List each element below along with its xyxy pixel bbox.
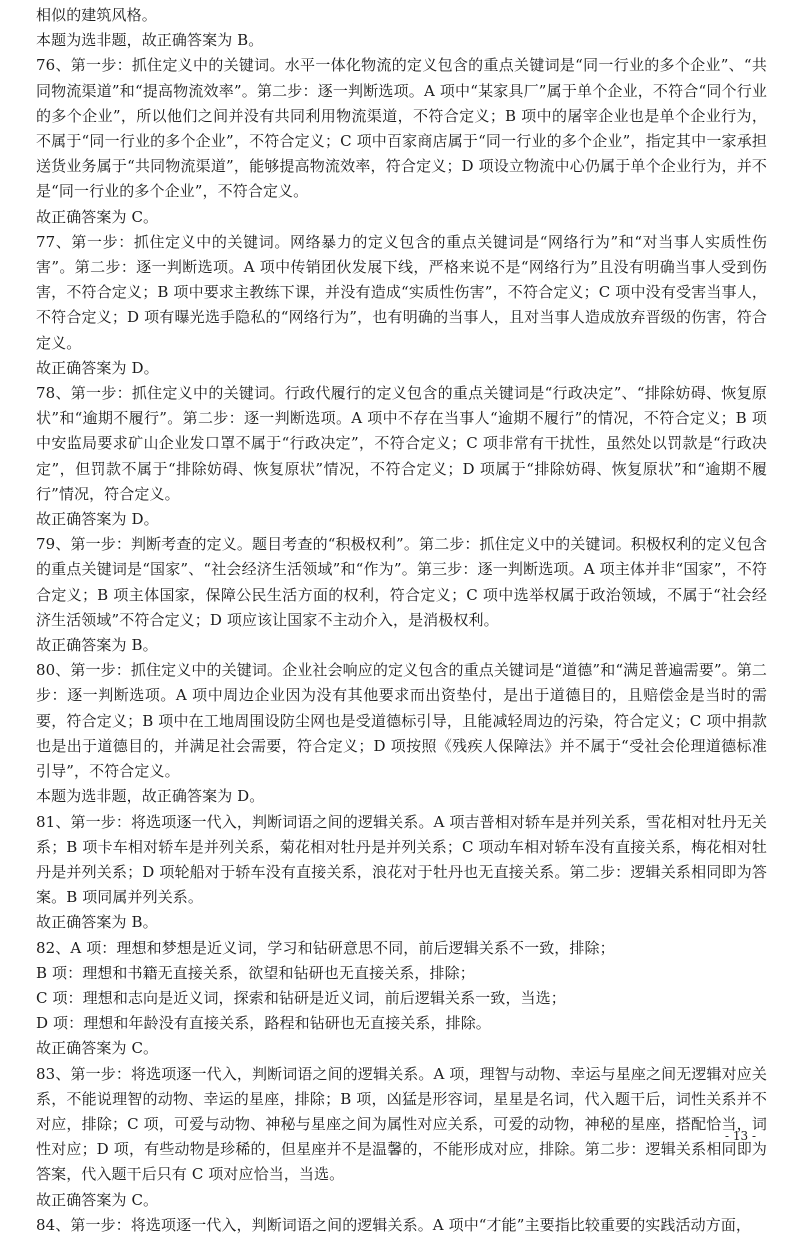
- paragraph: 相似的建筑风格。: [36, 6, 157, 24]
- paragraph-q82-a: 82、A 项：理想和梦想是近义词，学习和钻研意思不同，前后逻辑关系不一致，排除；: [36, 938, 615, 957]
- paragraph-q82-b: B 项：理想和书籍无直接关系，欲望和钻研也无直接关系，排除；: [36, 963, 475, 982]
- paragraph-answer: 本题为选非题，故正确答案为 D。: [36, 787, 265, 806]
- paragraph-answer: 故正确答案为 D。: [36, 358, 159, 377]
- paragraph-answer: 故正确答案为 C。: [36, 207, 159, 226]
- paragraph-q79: 79、第一步：判断考查的定义。题目考查的“积极权利”。第二步：抓住定义中的关键词。积极权利的定义包含的重点关键词是“国家”、“社会经济生活领域”和“作为”。第三步：逐一判断选项。A 项主体并非“国家”，不符合定义；B 项主体国家，保障公民生活方面的权利，符合定义；C 项中选举权属于政治领域，不属于“社会经济生活领域”不符合定义；D 项应该让国家不主动介入，是消极权利。: [36, 535, 767, 629]
- paragraph-q76: 76、第一步：抓住定义中的关键词。水平一体化物流的定义包含的重点关键词是“同一行业的多个企业”、“共同物流渠道”和“提高物流效率”。第二步：逐一判断选项。A 项中“某家具厂”属于单个企业，不符合“同个行业的多个企业”，所以他们之间并没有共同利用物流渠道，不符合定义；B 项中的屠宰企业也是单个企业行为，不属于“同一行业的多个企业”，不符合定义；C 项中百家商店属于“同一行业的多个企业”，指定其中一家承担送货业务属于“共同物流渠道”，能够提高物流效率，符合定义；D 项设立物流中心仍属于单个企业行为，并不是“同一行业的多个企业”，不符合定义。: [36, 56, 767, 201]
- paragraph-q84: 84、第一步：将选项逐一代入，判断词语之间的逻辑关系。A 项中“才能”主要指比较重要的实践活动方面，: [36, 1215, 752, 1234]
- paragraph-answer: 故正确答案为 B。: [36, 913, 158, 932]
- page-number: - 13 -: [724, 1129, 756, 1143]
- paragraph-q82-d: D 项：理想和年龄没有直接关系，路程和钻研也无直接关系，排除。: [36, 1014, 491, 1033]
- paragraph-q83: 83、第一步：将选项逐一代入，判断词语之间的逻辑关系。A 项，理智与动物、幸运与星座之间无逻辑对应关系，不能说理智的动物、幸运的星座，排除；B 项，凶猛是形容词，星星是名词，代入题干后，词性关系并不对应，排除；C 项，可爱与动物、神秘与星座之间为属性对应关系，可爱的动物，神秘的星座，搭配恰当，词性对应；D 项，有些动物是珍稀的，但星座并不是温馨的，不能形成对应，排除。第二步：逻辑关系相同即为答案，代入题干后只有 C 项对应恰当，当选。: [36, 1064, 767, 1184]
- paragraph-q82-c: C 项：理想和志向是近义词，探索和钻研是近义词，前后逻辑关系一致，当选；: [36, 988, 566, 1007]
- paragraph-q81: 81、第一步：将选项逐一代入，判断词语之间的逻辑关系。A 项吉普相对轿车是并列关系，雪花相对牡丹无关系；B 项卡车相对轿车是并列关系，菊花相对牡丹是并列关系；C 项动车相对轿车没有直接关系，梅花相对牡丹是并列关系；D 项轮船对于轿车没有直接关系，浪花对于牡丹也无直接关系。第二步：逻辑关系相同即为答案。B 项同属并列关系。: [36, 812, 767, 907]
- paragraph: 本题为选非题，故正确答案为 B。: [36, 31, 264, 50]
- paragraph-answer: 故正确答案为 D。: [36, 510, 159, 529]
- paragraph-answer: 故正确答案为 B。: [36, 636, 158, 655]
- document-body: [36, 3, 767, 1238]
- paragraph-answer: 故正确答案为 C。: [36, 1039, 159, 1058]
- paragraph-q78: 78、第一步：抓住定义中的关键词。行政代履行的定义包含的重点关键词是“行政决定”、“排除妨碍、恢复原状”和“逾期不履行”。第二步：逐一判断选项。A 项中不存在当事人“逾期不履行”的情况，不符合定义；B 项中安监局要求矿山企业发口罩不属于“行政决定”，不符合定义；C 项非常有干扰性，虽然处以罚款是“行政决定”，但罚款不属于“排除妨碍、恢复原状”情况，不符合定义；D 项属于“排除妨碍、恢复原状”和“逾期不履行”情况，符合定义。: [36, 384, 767, 503]
- paragraph-q77: 77、第一步：抓住定义中的关键词。网络暴力的定义包含的重点关键词是“网络行为”和“对当事人实质性伤害”。第二步：逐一判断选项。A 项中传销团伙发展下线，严格来说不是“网络行为”且没有明确当事人受到伤害，不符合定义；B 项中要求主教练下课，并没有造成“实质性伤害”，不符合定义；C 项中没有受害当事人，不符合定义；D 项有曝光选手隐私的“网络行为”，也有明确的当事人，且对当事人造成放弃晋级的伤害，符合定义。: [36, 232, 767, 352]
- paragraph-q80: 80、第一步：抓住定义中的关键词。企业社会响应的定义包含的重点关键词是“道德”和“满足普遍需要”。第二步：逐一判断选项。A 项中周边企业因为没有其他要求而出资垫付，是出于道德目的，且赔偿金是当时的需要，符合定义；B 项中在工地周围设防尘网也是受道德标引导，且能减轻周边的污染，符合定义；C 项中捐款也是出于道德目的，并满足社会需要，符合定义；D 项按照《残疾人保障法》并不属于“受社会伦理道德标准引导”，不符合定义。: [36, 661, 767, 781]
- paragraph-answer: 故正确答案为 C。: [36, 1190, 159, 1209]
